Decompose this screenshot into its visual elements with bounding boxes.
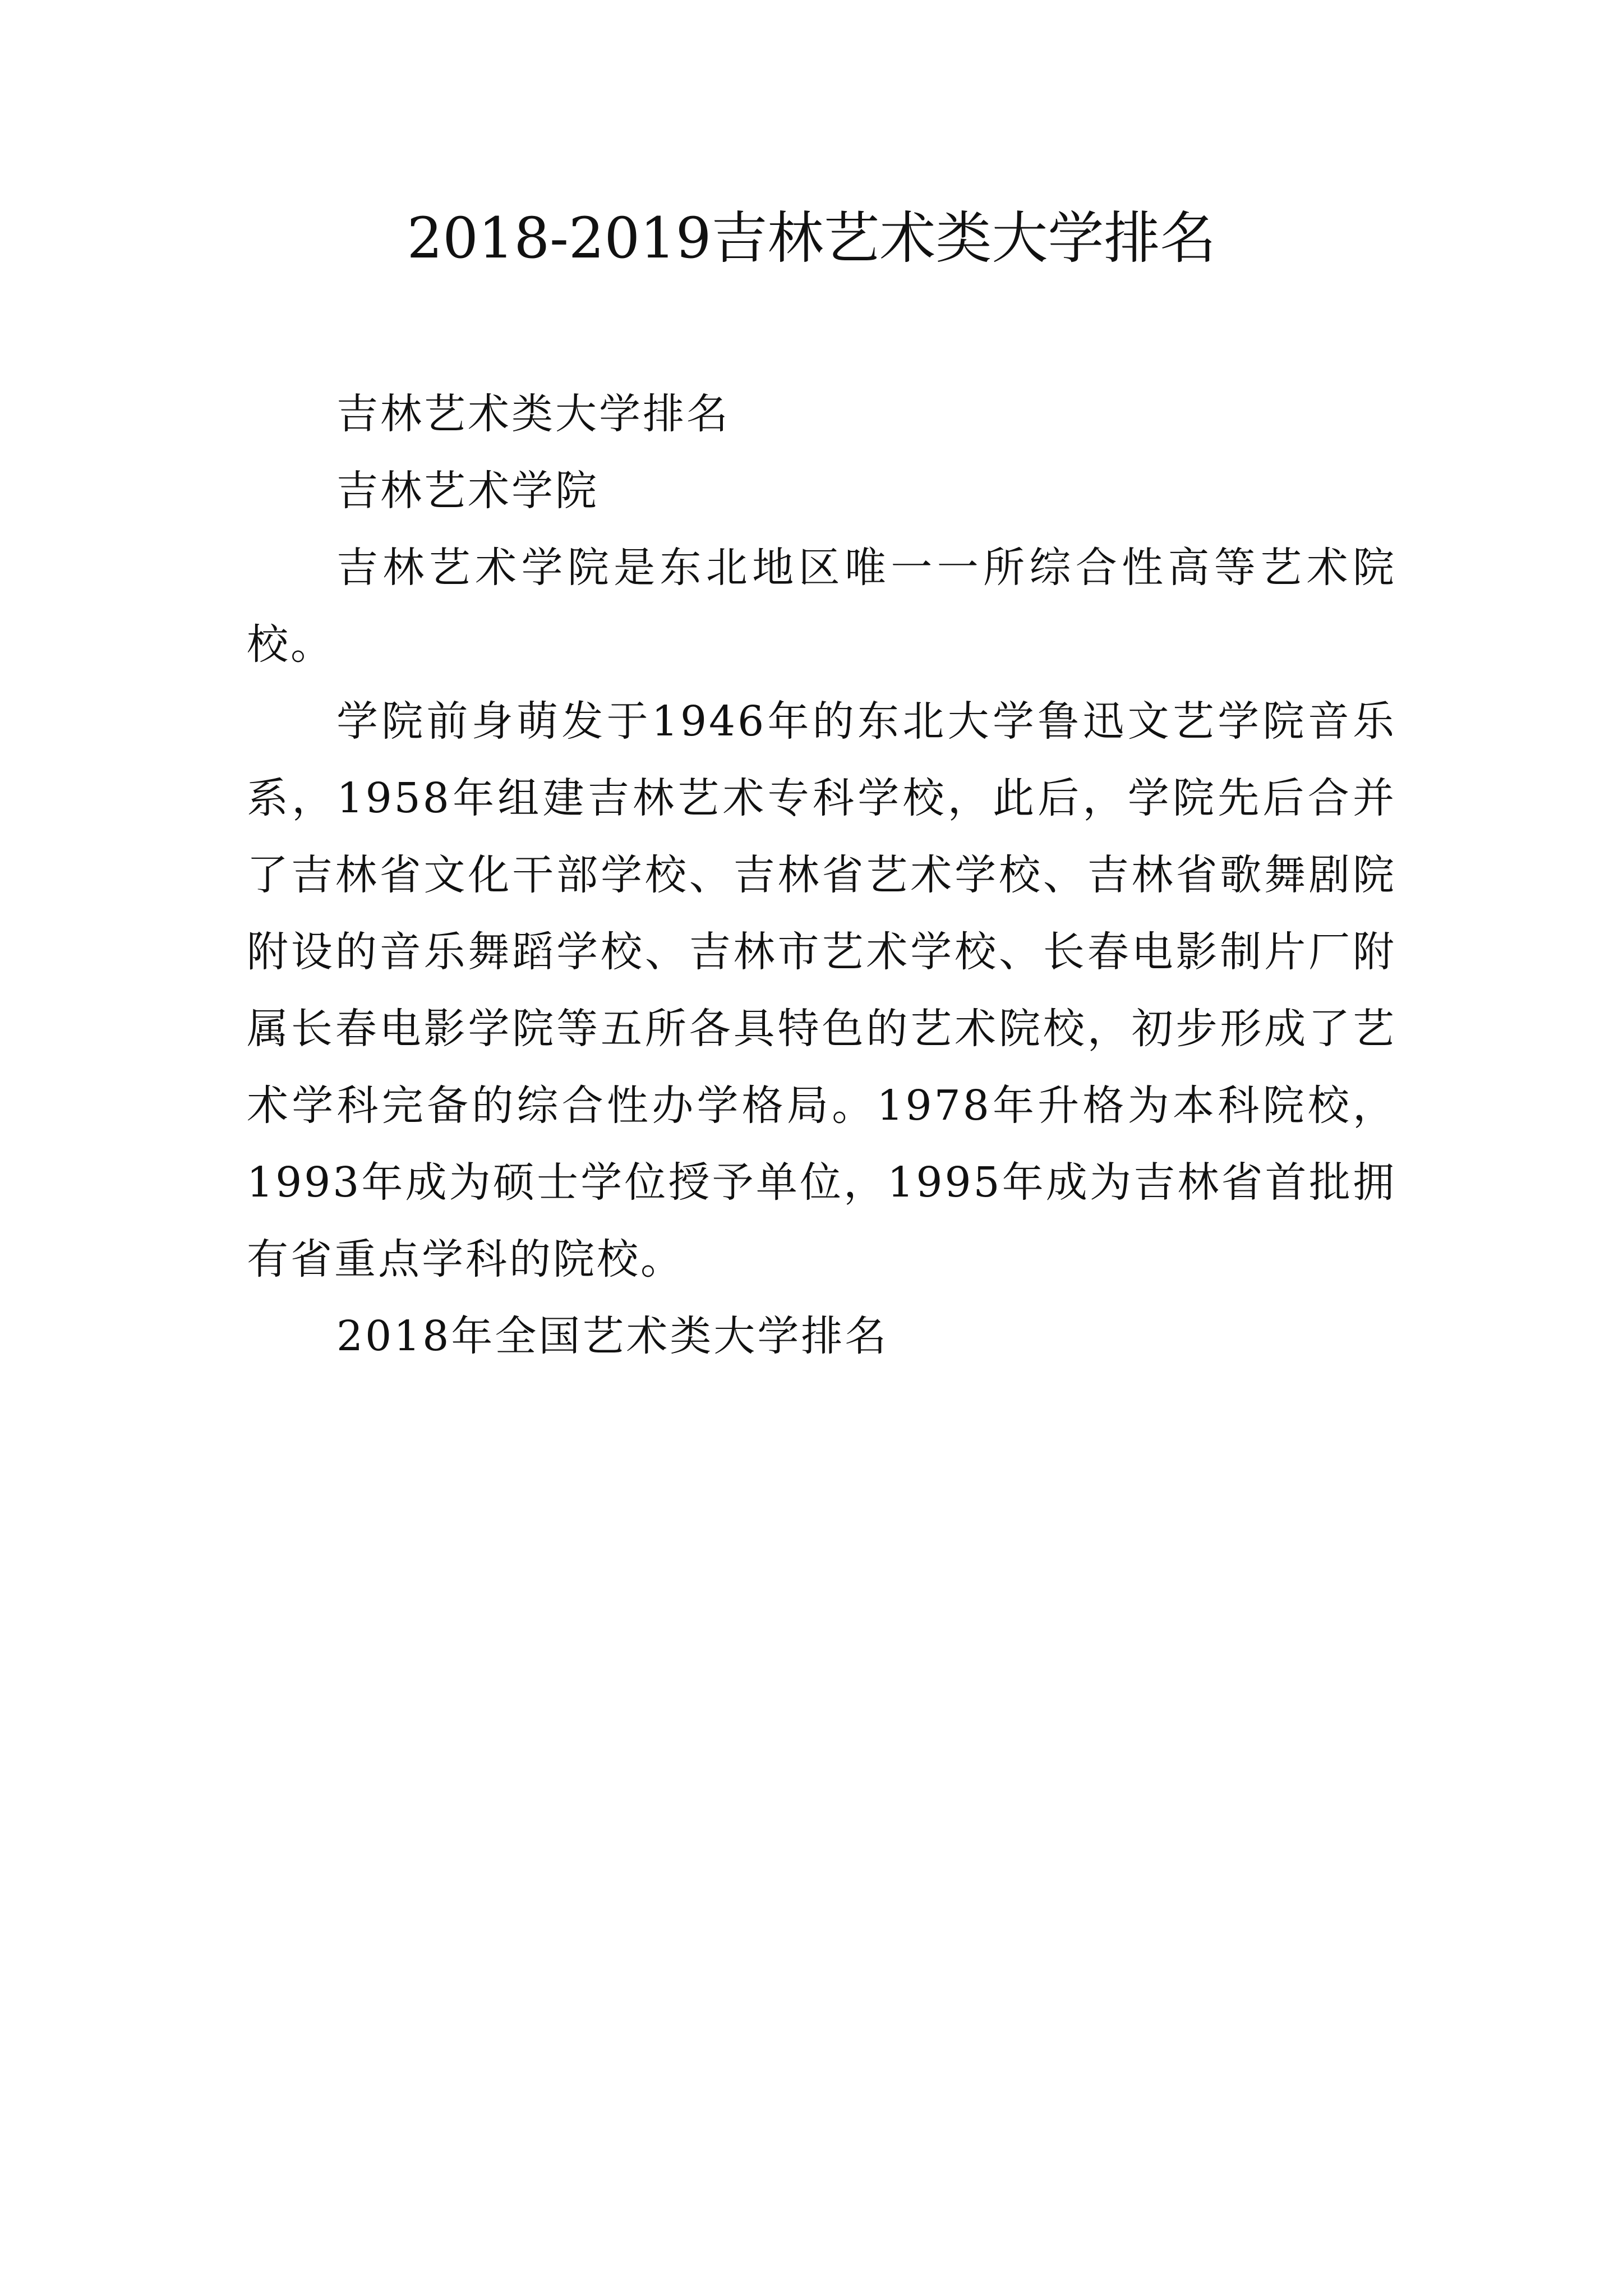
paragraph-heading: 吉林艺术类大学排名 — [336, 390, 730, 438]
paragraph-ranking-heading: 2018年全国艺术类大学排名 — [336, 1312, 889, 1360]
document-title: 2018-2019吉林艺术类大学排名 — [407, 205, 1216, 271]
paragraph-intro: 吉林艺术学院是东北地区唯一一所综合性高等艺术院校。 — [247, 544, 1396, 669]
paragraph-history: 学院前身萌发于1946年的东北大学鲁迅文艺学院音乐系，1958年组建吉林艺术专科学校，此后，学院先后合并了吉林省文化干部学校、吉林省艺术学校、吉林省歌舞剧院附设的音乐舞蹈学校、吉林市艺术学校、长春电影制片厂附属长春电影学院等五所各具特色的艺术院校，初步形成了艺术学科完备的综合性办学格局。1978年升格为本科院校，1993年成为硕士学位授予单位，1995年成为吉林省首批拥有省重点学科的院校。 — [247, 697, 1396, 1283]
document-body — [247, 376, 1396, 1375]
paragraph-school-name: 吉林艺术学院 — [336, 467, 599, 515]
